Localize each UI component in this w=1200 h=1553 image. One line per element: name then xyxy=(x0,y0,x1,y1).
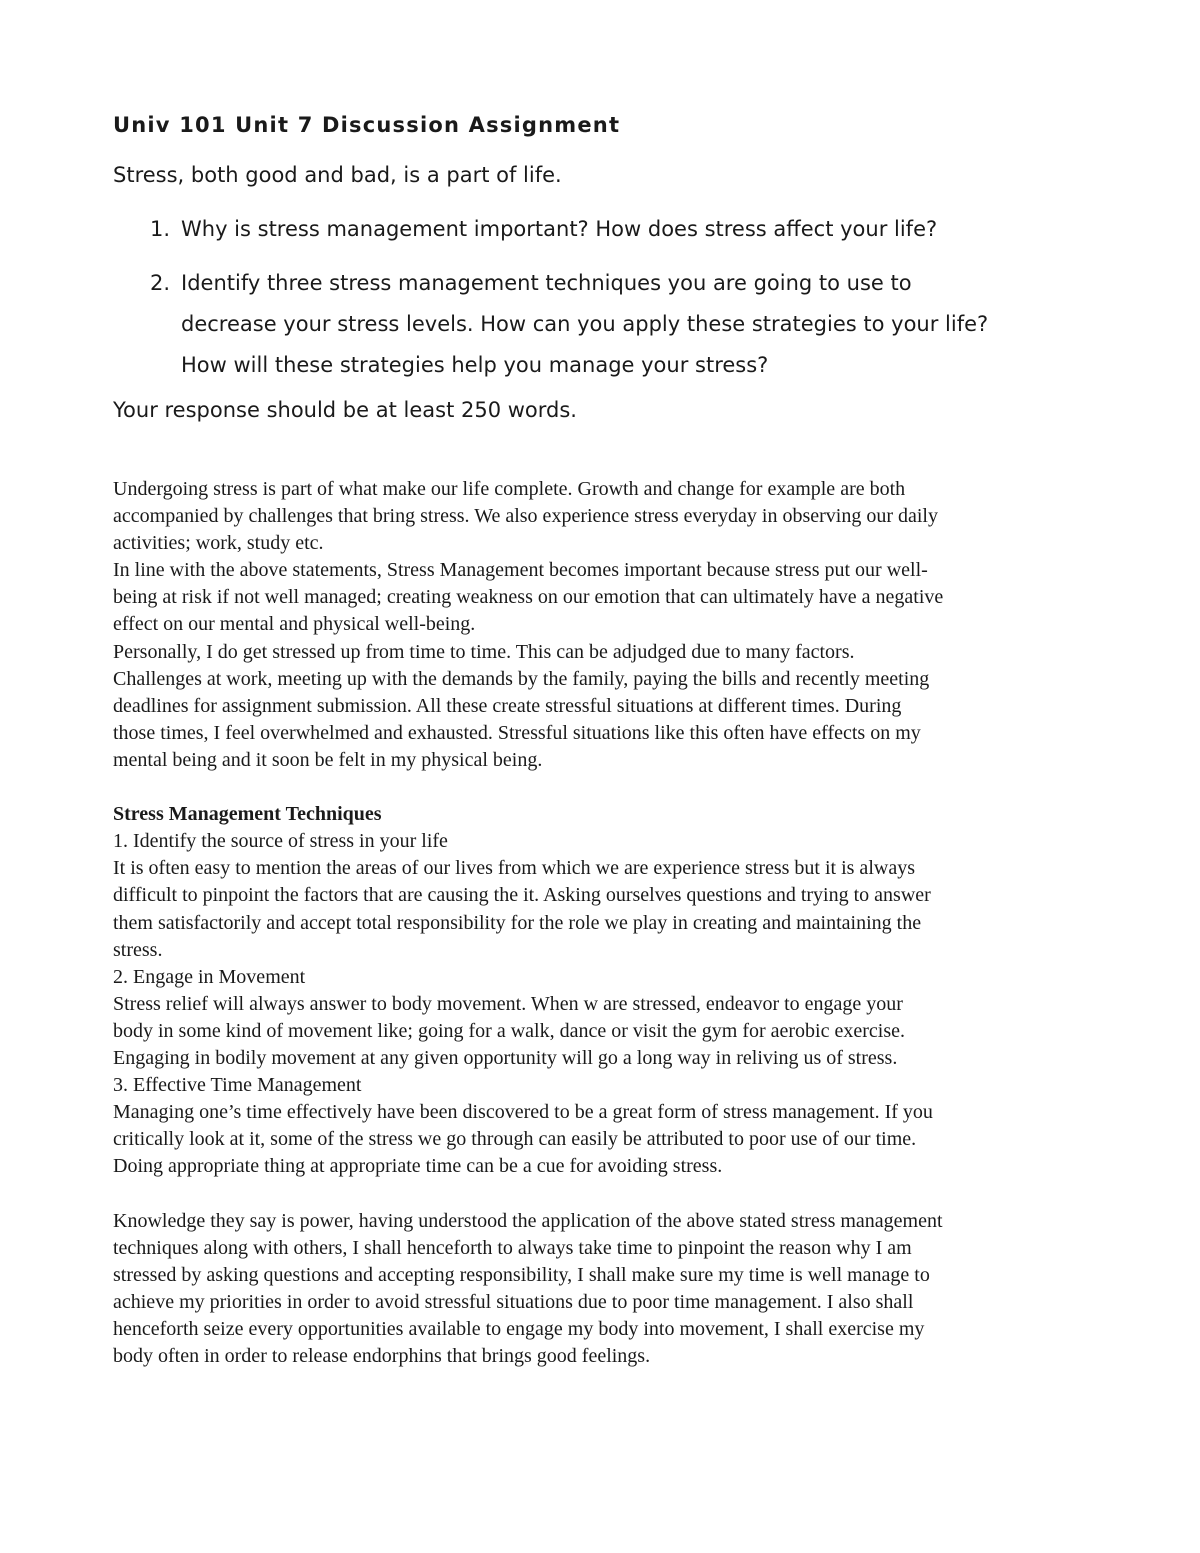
essay-line: body often in order to release endorphins that brings good feelings. xyxy=(113,1345,651,1367)
essay-line: 1. Identify the source of stress in your life xyxy=(113,830,448,853)
essay-line: difficult to pinpoint the factors that are causing the it. Asking ourselves questions and trying to answer xyxy=(113,884,931,907)
question-number: 2. xyxy=(150,271,171,295)
essay-line: effect on our mental and physical well-being. xyxy=(113,613,476,636)
paragraph-spacer xyxy=(113,774,1103,801)
essay-line: deadlines for assignment submission. All these create stressful situations at different times. During xyxy=(113,694,902,717)
essay-line: activities; work, study etc. xyxy=(113,532,324,555)
essay-line: Managing one’s time effectively have been discovered to be a great form of stress management. If you xyxy=(113,1101,933,1124)
question-item xyxy=(113,263,1113,386)
question-text: Why is stress management important? How does stress affect your life? xyxy=(181,217,938,241)
essay-line: achieve my priorities in order to avoid stressful situations due to poor time management. I also shall xyxy=(113,1290,914,1313)
essay-line: stress. xyxy=(113,938,163,961)
document-title: Univ 101 Unit 7 Discussion Assignment xyxy=(113,113,621,137)
essay-line: Knowledge they say is power, having understood the application of the above stated stress management xyxy=(113,1209,943,1232)
essay-line: henceforth seize every opportunities available to engage my body into movement, I shall exercise my xyxy=(113,1317,925,1340)
essay-line: them satisfactorily and accept total responsibility for the role we play in creating and maintaining the xyxy=(113,911,922,934)
essay-line: mental being and it soon be felt in my physical being. xyxy=(113,748,543,771)
question-number: 1. xyxy=(150,217,171,241)
essay-line: techniques along with others, I shall henceforth to always take time to pinpoint the reason why I am xyxy=(113,1236,912,1259)
essay-line: Challenges at work, meeting up with the demands by the family, paying the bills and recently meeting xyxy=(113,667,930,690)
essay-line: Personally, I do get stressed up from time to time. This can be adjudged due to many factors. xyxy=(113,640,855,663)
question-list xyxy=(113,209,1113,399)
essay-body xyxy=(113,476,1103,1370)
essay-line: 2. Engage in Movement xyxy=(113,965,306,988)
essay-line: Stress relief will always answer to body movement. When w are stressed, endeavor to engage your xyxy=(113,992,903,1015)
essay-line: being at risk if not well managed; creating weakness on our emotion that can ultimately have a negative xyxy=(113,586,944,609)
essay-line: 3. Effective Time Management xyxy=(113,1074,362,1097)
question-text: How will these strategies help you manage your stress? xyxy=(181,353,769,377)
essay-line: Doing appropriate thing at appropriate time can be a cue for avoiding stress. xyxy=(113,1155,723,1178)
paragraph-spacer xyxy=(113,1180,1103,1207)
essay-line: Undergoing stress is part of what make our life complete. Growth and change for example are both xyxy=(113,478,906,500)
essay-line: those times, I feel overwhelmed and exhausted. Stressful situations like this often have effects on my xyxy=(113,721,921,744)
essay-line: stressed by asking questions and accepting responsibility, I shall make sure my time is well manage to xyxy=(113,1263,930,1286)
question-text: Identify three stress management techniques you are going to use to xyxy=(181,271,912,295)
assignment-intro: Stress, both good and bad, is a part of life. xyxy=(113,163,562,187)
essay-line: critically look at it, some of the stress we go through can easily be attributed to poor use of our time. xyxy=(113,1128,917,1151)
techniques-heading: Stress Management Techniques xyxy=(113,803,382,826)
essay-line: It is often easy to mention the areas of our lives from which we are experience stress but it is always xyxy=(113,857,915,880)
question-item xyxy=(113,209,1113,250)
essay-line: accompanied by challenges that bring stress. We also experience stress everyday in observing our daily xyxy=(113,505,938,528)
essay-line: Engaging in bodily movement at any given opportunity will go a long way in reliving us of stress. xyxy=(113,1046,898,1069)
essay-line: In line with the above statements, Stress Management becomes important because stress put our well- xyxy=(113,559,928,582)
question-text: decrease your stress levels. How can you apply these strategies to your life? xyxy=(181,312,989,336)
word-count-requirement: Your response should be at least 250 words. xyxy=(113,398,577,422)
essay-line: body in some kind of movement like; going for a walk, dance or visit the gym for aerobic exercise. xyxy=(113,1019,906,1042)
